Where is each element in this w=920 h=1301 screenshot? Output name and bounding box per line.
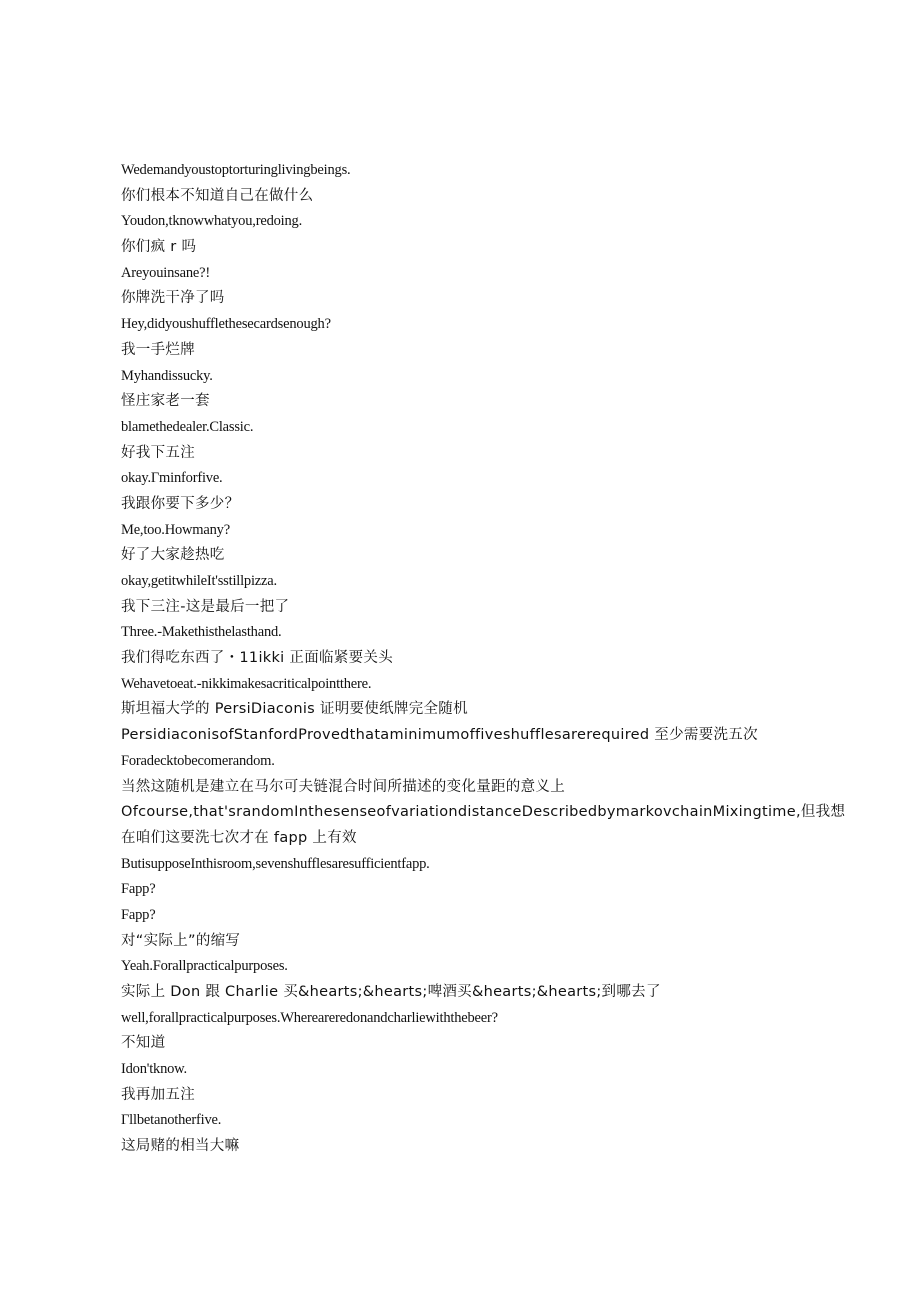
english-subtitle-line: Three.-Makethisthelasthand.: [121, 624, 282, 641]
chinese-subtitle-line: 我下三注-这是最后一把了: [121, 598, 290, 615]
chinese-subtitle-line: 怪庄家老一套: [121, 393, 210, 410]
chinese-subtitle-line: 斯坦福大学的 PersiDiaconis 证明要使纸牌完全随机: [121, 701, 468, 718]
english-subtitle-line: well,forallpracticalpurposes.Whereareredonandcharliewiththebeer?: [121, 1009, 498, 1026]
english-subtitle-line: Γllbetanotherfive.: [121, 1112, 222, 1129]
chinese-subtitle-line: 实际上 Don 跟 Charlie 买&hearts;&hearts;啤酒买&hearts;&hearts;到哪去了: [121, 984, 661, 1000]
chinese-subtitle-line: 在咱们这要洗七次才在 fapp 上有效: [121, 829, 357, 846]
chinese-subtitle-line: 我一手烂牌: [121, 341, 195, 358]
english-subtitle-line: Fapp?: [121, 906, 156, 923]
english-subtitle-line: Youdon,tknowwhatyou,redoing.: [121, 213, 303, 230]
english-subtitle-line: okay.Γminforfive.: [121, 470, 223, 487]
english-subtitle-line: Idon'tknow.: [121, 1061, 187, 1078]
chinese-subtitle-line: 对“实际上”的缩写: [121, 932, 241, 949]
english-subtitle-line: Fapp?: [121, 881, 156, 898]
chinese-subtitle-line: Ofcourse,that'srandomInthesenseofvariationdistanceDescribedbymarkovchainMixingtime,但我想: [121, 804, 846, 821]
english-subtitle-line: ButisupposeInthisroom,sevenshufflesaresufficientfapp.: [121, 855, 430, 872]
english-subtitle-line: Wehavetoeat.-nikkimakesacriticalpointthere.: [121, 675, 372, 692]
chinese-subtitle-line: 你们疯 r 吗: [121, 239, 197, 256]
english-subtitle-line: Hey,didyoushufflethesecardsenough?: [121, 316, 331, 333]
chinese-subtitle-line: 当然这随机是建立在马尔可夫链混合时间所描述的变化量距的意义上: [121, 778, 565, 795]
english-subtitle-line: blamethedealer.Classic.: [121, 418, 254, 435]
chinese-subtitle-line: 这局赌的相当大嘛: [121, 1138, 240, 1155]
chinese-subtitle-line: 你牌洗干净了吗: [121, 290, 225, 307]
english-subtitle-line: Myhandissucky.: [121, 367, 213, 384]
transcript-lines: [121, 158, 846, 1160]
english-subtitle-line: Yeah.Forallpracticalpurposes.: [121, 958, 288, 975]
english-subtitle-line: Me,too.Howmany?: [121, 521, 230, 538]
english-subtitle-line: Foradecktobecomerandom.: [121, 752, 275, 769]
chinese-subtitle-line: PersidiaconisofStanfordProvedthataminimumoffiveshufflesarerequired 至少需要洗五次: [121, 727, 758, 744]
chinese-subtitle-line: 好了大家趁热吃: [121, 547, 225, 564]
chinese-subtitle-line: 不知道: [121, 1035, 166, 1052]
english-subtitle-line: Wedemandyoustoptorturinglivingbeings.: [121, 162, 351, 178]
chinese-subtitle-line: 好我下五注: [121, 444, 195, 461]
chinese-subtitle-line: 我跟你要下多少？: [121, 495, 240, 512]
english-subtitle-line: okay,getitwhileIt'sstillpizza.: [121, 573, 277, 589]
chinese-subtitle-line: 我们得吃东西了・11ikki 正面临紧要关头: [121, 650, 394, 667]
chinese-subtitle-line: 我再加五注: [121, 1086, 195, 1103]
english-subtitle-line: Areyouinsane?!: [121, 264, 210, 281]
chinese-subtitle-line: 你们根本不知道自己在做什么: [121, 187, 314, 204]
